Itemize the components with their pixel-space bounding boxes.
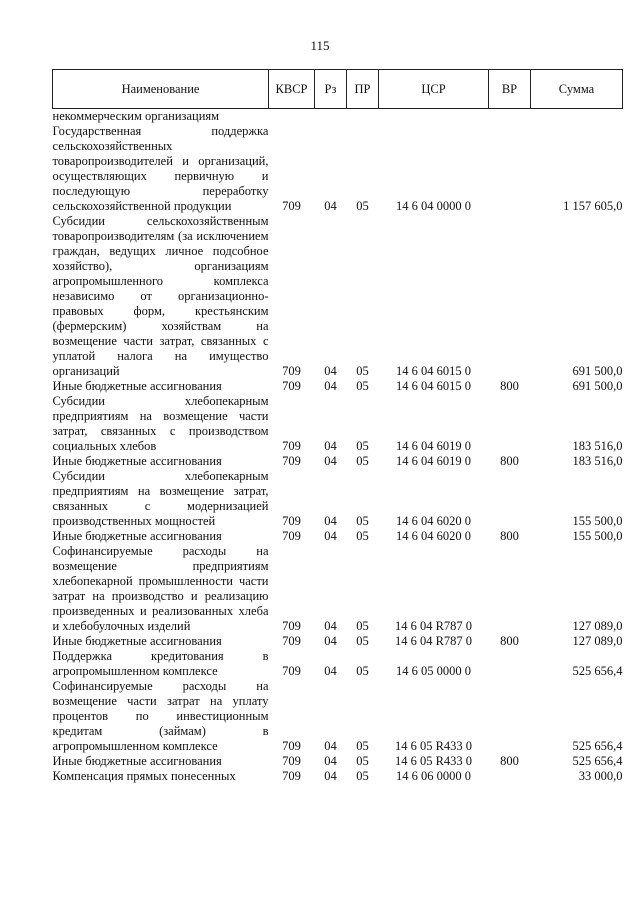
row-name: Иные бюджетные ассигнования [52, 529, 222, 543]
table-row [53, 454, 623, 469]
row-pr: 05 [356, 754, 369, 768]
row-rz: 04 [324, 514, 337, 528]
row-csr: 14 6 04 0000 0 [396, 199, 471, 213]
row-pr [347, 109, 379, 125]
row-sum: 155 500,0 [572, 514, 623, 528]
row-rz [315, 109, 347, 125]
row-kvsr: 709 [282, 514, 301, 528]
row-sum: 525 656,4 [572, 754, 623, 768]
row-csr: 14 6 04 6019 0 [396, 454, 471, 468]
header-csr: ЦСР [379, 70, 489, 109]
row-name: Поддержка кредитования в агропромышленном комплексе [52, 649, 269, 678]
row-vr [489, 124, 531, 214]
row-kvsr: 709 [282, 379, 301, 393]
row-pr: 05 [356, 739, 369, 753]
row-name: Иные бюджетные ассигнования [52, 379, 222, 393]
table-row [53, 529, 623, 544]
table-row [53, 109, 623, 125]
row-vr [489, 544, 531, 634]
row-kvsr: 709 [282, 769, 301, 783]
table-row [53, 649, 623, 679]
row-sum: 127 089,0 [572, 619, 623, 633]
row-sum: 525 656,4 [572, 664, 623, 678]
row-kvsr: 709 [282, 634, 301, 648]
table-row [53, 379, 623, 394]
row-csr: 14 6 05 R433 0 [394, 754, 473, 768]
table-row [53, 124, 623, 214]
row-csr: 14 6 04 R787 0 [394, 634, 473, 648]
row-rz: 04 [324, 634, 337, 648]
row-name: Иные бюджетные ассигнования [52, 754, 222, 768]
header-name: Наименование [53, 70, 269, 109]
header-kvsr: КВСР [269, 70, 315, 109]
row-kvsr: 709 [282, 454, 301, 468]
row-rz: 04 [324, 364, 337, 378]
row-pr: 05 [356, 634, 369, 648]
row-kvsr: 709 [282, 364, 301, 378]
row-kvsr: 709 [282, 619, 301, 633]
row-sum: 691 500,0 [572, 364, 623, 378]
table-row [53, 394, 623, 454]
header-rz: Рз [315, 70, 347, 109]
table-row [53, 214, 623, 379]
row-name: Субсидии сельскохозяйственным товаропроизводителям (за исключением граждан, ведущих личное подсобное хозяйство), организациям агропромышленного комплекса независимо от организационно-правовых форм, крестьянским (фермерским) хозяйствам на возмещение части затрат, связанных с уплатой налога на имущество организаций [52, 214, 269, 378]
row-vr [489, 679, 531, 754]
row-rz: 04 [324, 454, 337, 468]
row-pr: 05 [356, 514, 369, 528]
table-row [53, 469, 623, 529]
row-vr: 800 [500, 379, 519, 393]
row-sum: 155 500,0 [572, 529, 623, 543]
row-rz: 04 [324, 379, 337, 393]
row-csr: 14 6 04 6020 0 [396, 529, 471, 543]
row-rz: 04 [324, 199, 337, 213]
row-sum: 183 516,0 [572, 454, 623, 468]
row-csr: 14 6 04 6015 0 [396, 364, 471, 378]
row-name: Иные бюджетные ассигнования [52, 634, 222, 648]
row-csr: 14 6 05 0000 0 [396, 664, 471, 678]
row-pr: 05 [356, 364, 369, 378]
table-row [53, 769, 623, 784]
row-pr: 05 [356, 199, 369, 213]
header-sum: Сумма [531, 70, 623, 109]
budget-table [52, 69, 623, 784]
row-kvsr: 709 [282, 199, 301, 213]
row-vr: 800 [500, 529, 519, 543]
row-vr: 800 [500, 454, 519, 468]
page-number: 115 [310, 38, 330, 53]
table-row [53, 634, 623, 649]
row-pr: 05 [356, 439, 369, 453]
header-pr: ПР [347, 70, 379, 109]
table-row [53, 544, 623, 634]
row-kvsr: 709 [282, 754, 301, 768]
row-pr: 05 [356, 619, 369, 633]
row-vr [489, 769, 531, 784]
row-csr: 14 6 04 6019 0 [396, 439, 471, 453]
row-kvsr: 709 [282, 739, 301, 753]
row-name: Государственная поддержка сельскохозяйственных товаропроизводителей и организаций, осуществляющих первичную и последующую переработку сельскохозяйственной продукции [52, 124, 269, 213]
row-vr [489, 469, 531, 529]
row-csr: 14 6 04 6020 0 [396, 514, 471, 528]
row-kvsr: 709 [282, 664, 301, 678]
row-vr [489, 214, 531, 379]
row-name: Субсидии хлебопекарным предприятиям на возмещение части затрат, связанных с производством социальных хлебов [52, 394, 269, 453]
row-rz: 04 [324, 739, 337, 753]
row-sum: 691 500,0 [572, 379, 623, 393]
table-header-row [53, 70, 623, 109]
row-sum: 127 089,0 [572, 634, 623, 648]
row-rz: 04 [324, 664, 337, 678]
row-sum [531, 109, 623, 125]
row-vr [489, 394, 531, 454]
row-pr: 05 [356, 454, 369, 468]
row-vr: 800 [500, 754, 519, 768]
row-pr: 05 [356, 529, 369, 543]
row-csr [379, 109, 489, 125]
row-pr: 05 [356, 664, 369, 678]
row-kvsr: 709 [282, 529, 301, 543]
row-sum: 525 656,4 [572, 739, 623, 753]
row-kvsr [269, 109, 315, 125]
row-sum: 1 157 605,0 [563, 199, 623, 213]
row-pr: 05 [356, 379, 369, 393]
row-name: Субсидии хлебопекарным предприятиям на возмещение затрат, связанных с модернизацией производственных мощностей [52, 469, 269, 528]
row-vr [489, 109, 531, 125]
row-rz: 04 [324, 619, 337, 633]
row-csr: 14 6 04 6015 0 [396, 379, 471, 393]
row-csr: 14 6 05 R433 0 [394, 739, 473, 753]
row-csr: 14 6 04 R787 0 [394, 619, 473, 633]
row-rz: 04 [324, 769, 337, 783]
header-vr: ВР [489, 70, 531, 109]
row-pr: 05 [356, 769, 369, 783]
row-name: Софинансируемые расходы на возмещение предприятиям хлебопекарной промышленности части затрат на производство и реализацию произведенных и реализованных хлеба и хлебобулочных изделий [52, 544, 269, 633]
row-name: Компенсация прямых понесенных [52, 769, 236, 783]
row-kvsr: 709 [282, 439, 301, 453]
row-vr: 800 [500, 634, 519, 648]
row-sum: 183 516,0 [572, 439, 623, 453]
row-csr: 14 6 06 0000 0 [396, 769, 471, 783]
table-row [53, 679, 623, 754]
row-rz: 04 [324, 754, 337, 768]
row-rz: 04 [324, 439, 337, 453]
row-vr [489, 649, 531, 679]
row-rz: 04 [324, 529, 337, 543]
row-name: Софинансируемые расходы на возмещение части затрат на уплату процентов по инвестиционным кредитам (займам) в агропромышленном комплексе [52, 679, 269, 753]
table-row [53, 754, 623, 769]
row-name: Иные бюджетные ассигнования [52, 454, 222, 468]
row-sum: 33 000,0 [578, 769, 623, 783]
row-name: некоммерческим организациям [52, 109, 220, 123]
